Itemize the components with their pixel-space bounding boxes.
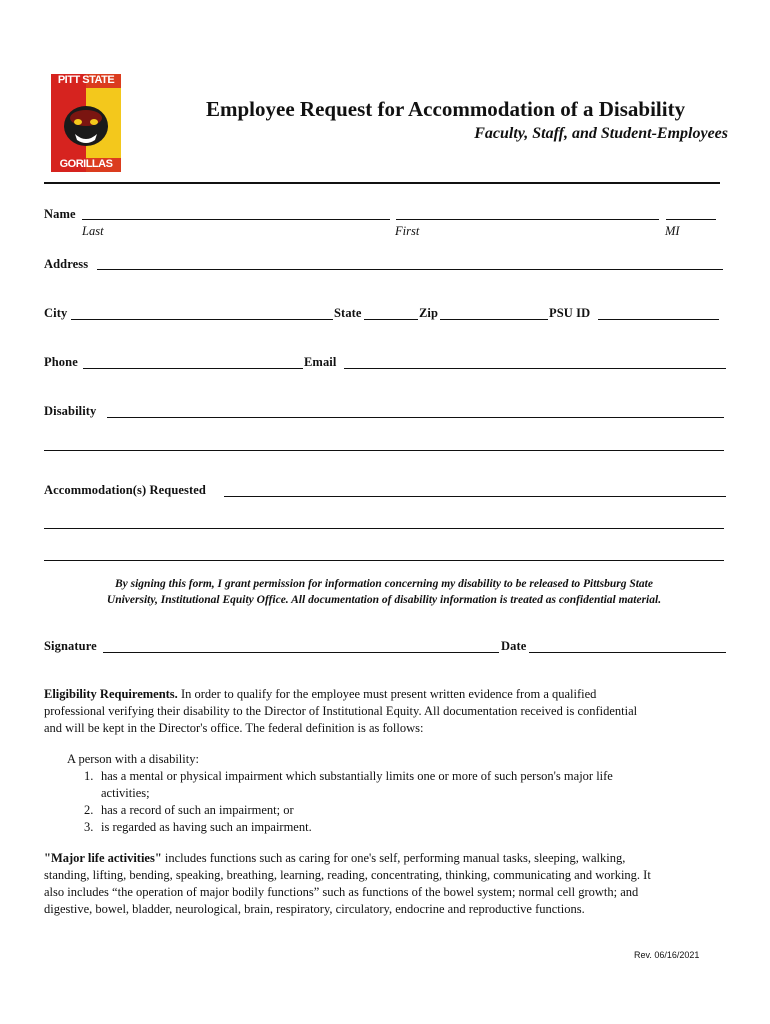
list-item-text: has a mental or physical impairment which substantially limits one or more of such person's major life xyxy=(101,769,613,783)
logo-top-text: PITT STATE xyxy=(57,74,115,86)
zip-field[interactable] xyxy=(440,319,548,320)
date-label: Date xyxy=(501,639,527,653)
list-item-text: has a record of such an impairment; or xyxy=(101,803,294,817)
state-label: State xyxy=(334,306,362,320)
page-subtitle: Faculty, Staff, and Student-Employees xyxy=(474,125,728,142)
date-field[interactable] xyxy=(529,652,726,653)
header-rule xyxy=(44,182,720,184)
logo-bottom-text: GORILLAS xyxy=(59,158,113,170)
last-caption: Last xyxy=(82,224,104,238)
first-name-field[interactable] xyxy=(396,219,659,220)
list-item xyxy=(84,819,724,836)
mi-field[interactable] xyxy=(666,219,716,220)
major-line-1: includes functions such as caring for one's self, performing manual tasks, sleeping, walking, xyxy=(161,851,626,865)
list-item-number: 2. xyxy=(84,803,94,817)
address-field[interactable] xyxy=(97,269,723,270)
eligibility-line-3: and will be kept in the Director's office. The federal definition is as follows: xyxy=(44,721,424,735)
city-field[interactable] xyxy=(71,319,333,320)
major-term: "Major life activities" xyxy=(44,851,162,865)
signature-label: Signature xyxy=(44,639,97,653)
eligibility-heading: Eligibility Requirements. xyxy=(44,687,178,701)
city-label: City xyxy=(44,306,68,320)
psuid-label: PSU ID xyxy=(549,306,591,320)
consent-statement xyxy=(44,576,724,608)
email-label: Email xyxy=(304,355,337,369)
address-label: Address xyxy=(44,257,89,271)
consent-line-2: University, Institutional Equity Office. All documentation of disability information is treated as confidential material. xyxy=(106,594,662,606)
last-name-field[interactable] xyxy=(82,219,390,220)
mi-caption: MI xyxy=(665,224,680,238)
disability-field-line-2[interactable] xyxy=(44,450,724,451)
list-item xyxy=(84,802,724,819)
list-item-text: is regarded as having such an impairment. xyxy=(101,820,312,834)
list-item-number: 3. xyxy=(84,820,94,834)
accommodation-field-line-2[interactable] xyxy=(44,528,724,529)
consent-line-1: By signing this form, I grant permission for information concerning my disability to be released to Pittsburg State xyxy=(114,578,653,590)
phone-label: Phone xyxy=(44,355,78,369)
major-line-4: digestive, bowel, bladder, neurological, brain, respiratory, circulatory, endocrine and reproductive functions. xyxy=(44,902,585,916)
pitt-state-gorillas-logo xyxy=(51,74,121,172)
accommodation-field-line-3[interactable] xyxy=(44,560,724,561)
accommodation-field[interactable] xyxy=(224,496,726,497)
phone-field[interactable] xyxy=(83,368,303,369)
disability-field[interactable] xyxy=(107,417,724,418)
signature-field[interactable] xyxy=(103,652,499,653)
revision-date: Rev. 06/16/2021 xyxy=(634,950,700,960)
page-title: Employee Request for Accommodation of a Disability xyxy=(206,97,686,121)
list-item-text-cont: activities; xyxy=(101,786,150,800)
major-life-activities-paragraph xyxy=(44,850,734,918)
state-field[interactable] xyxy=(364,319,418,320)
first-caption: First xyxy=(395,224,420,238)
list-item xyxy=(84,768,724,802)
eligibility-line-1: In order to qualify for the employee must present written evidence from a qualified xyxy=(180,687,597,701)
definition-list xyxy=(84,768,724,836)
eligibility-paragraph xyxy=(44,686,734,737)
psuid-field[interactable] xyxy=(598,319,719,320)
zip-label: Zip xyxy=(419,306,439,320)
disability-label: Disability xyxy=(44,404,97,418)
list-item-number: 1. xyxy=(84,769,94,783)
name-label: Name xyxy=(44,207,76,221)
email-field[interactable] xyxy=(344,368,726,369)
major-line-2: standing, lifting, bending, speaking, breathing, learning, reading, concentrating, thinking, communicating and working. It xyxy=(44,868,651,882)
eligibility-line-2: professional verifying their disability to the Director of Institutional Equity. All documentation received is confidential xyxy=(44,704,638,718)
accommodation-label: Accommodation(s) Requested xyxy=(44,483,206,497)
major-line-3: also includes “the operation of major bodily functions” such as functions of the bowel system; normal cell growth; and xyxy=(44,885,639,899)
definition-intro: A person with a disability: xyxy=(67,752,199,766)
